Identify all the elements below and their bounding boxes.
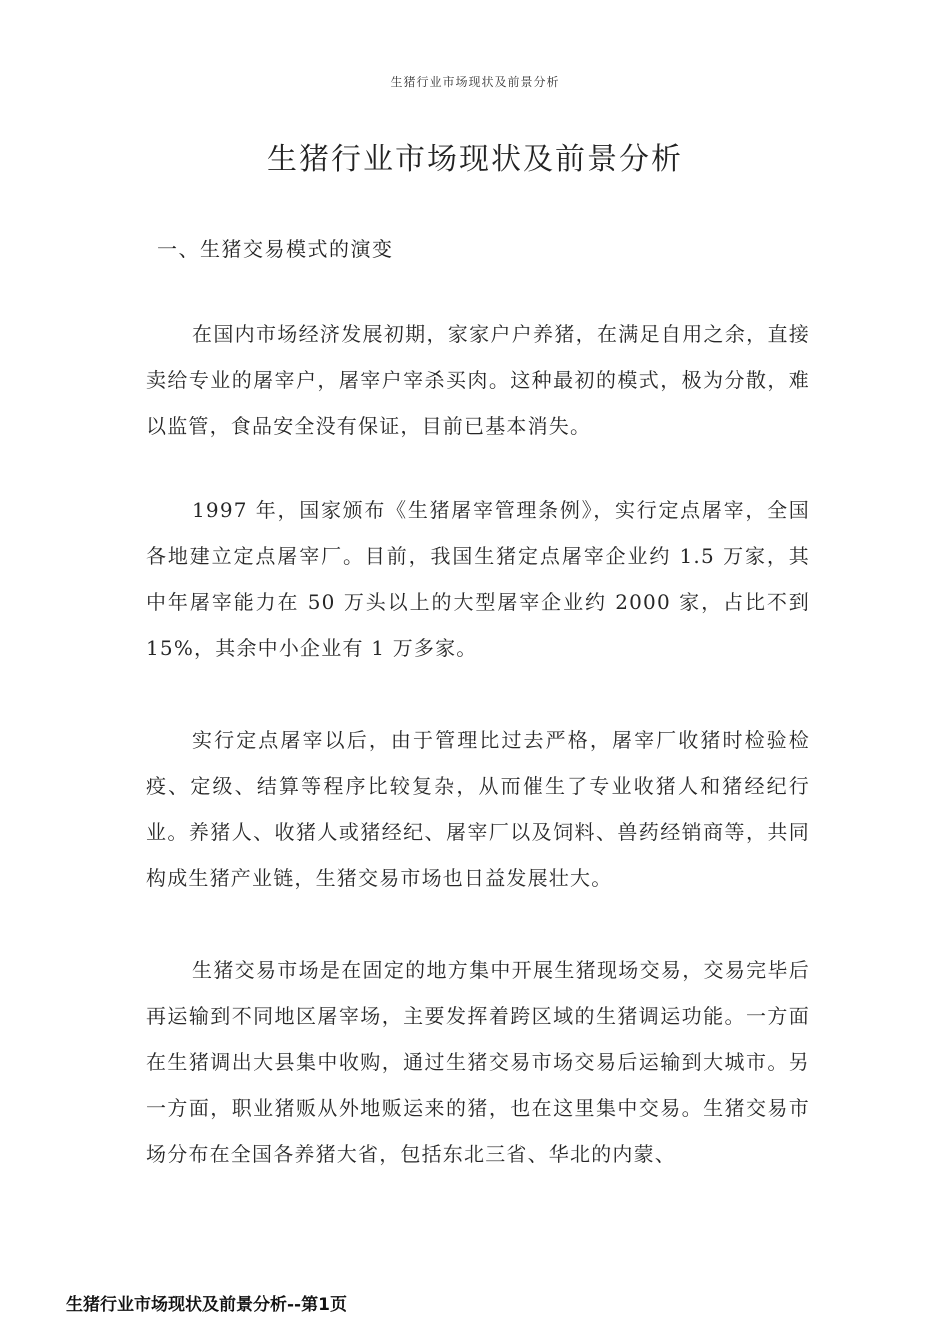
section-heading: 一、生猪交易模式的演变 bbox=[157, 237, 394, 261]
body-paragraph-4: 生猪交易市场是在固定的地方集中开展生猪现场交易，交易完毕后再运输到不同地区屠宰场，主要发挥着跨区域的生猪调运功能。一方面在生猪调出大县集中收购，通过生猪交易市场交易后运输到大城市。另一方面，职业猪贩从外地贩运来的猪，也在这里集中交易。生猪交易市场分布在全国各养猪大省，包括东北三省、华北的内蒙、 bbox=[146, 958, 810, 1166]
document-title: 生猪行业市场现状及前景分析 bbox=[267, 142, 683, 177]
running-header: 生猪行业市场现状及前景分析 bbox=[390, 75, 560, 89]
body-paragraph-1: 在国内市场经济发展初期，家家户户养猪，在满足自用之余，直接卖给专业的屠宰户，屠宰户宰杀买肉。这种最初的模式，极为分散，难以监管，食品安全没有保证，目前已基本消失。 bbox=[146, 322, 810, 438]
body-paragraph-2: 1997 年，国家颁布《生猪屠宰管理条例》，实行定点屠宰，全国各地建立定点屠宰厂。目前，我国生猪定点屠宰企业约 1.5 万家，其中年屠宰能力在 50 万头以上的大型屠宰企业约 2000 家，占比不到 15%，其余中小企业有 1 万多家。 bbox=[146, 498, 810, 660]
body-paragraph-3: 实行定点屠宰以后，由于管理比过去严格，屠宰厂收猪时检验检疫、定级、结算等程序比较复杂，从而催生了专业收猪人和猪经纪行业。养猪人、收猪人或猪经纪、屠宰厂以及饲料、兽药经销商等，共同构成生猪产业链，生猪交易市场也日益发展壮大。 bbox=[146, 728, 810, 890]
page-footer: 生猪行业市场现状及前景分析--第1页 bbox=[66, 1295, 347, 1315]
